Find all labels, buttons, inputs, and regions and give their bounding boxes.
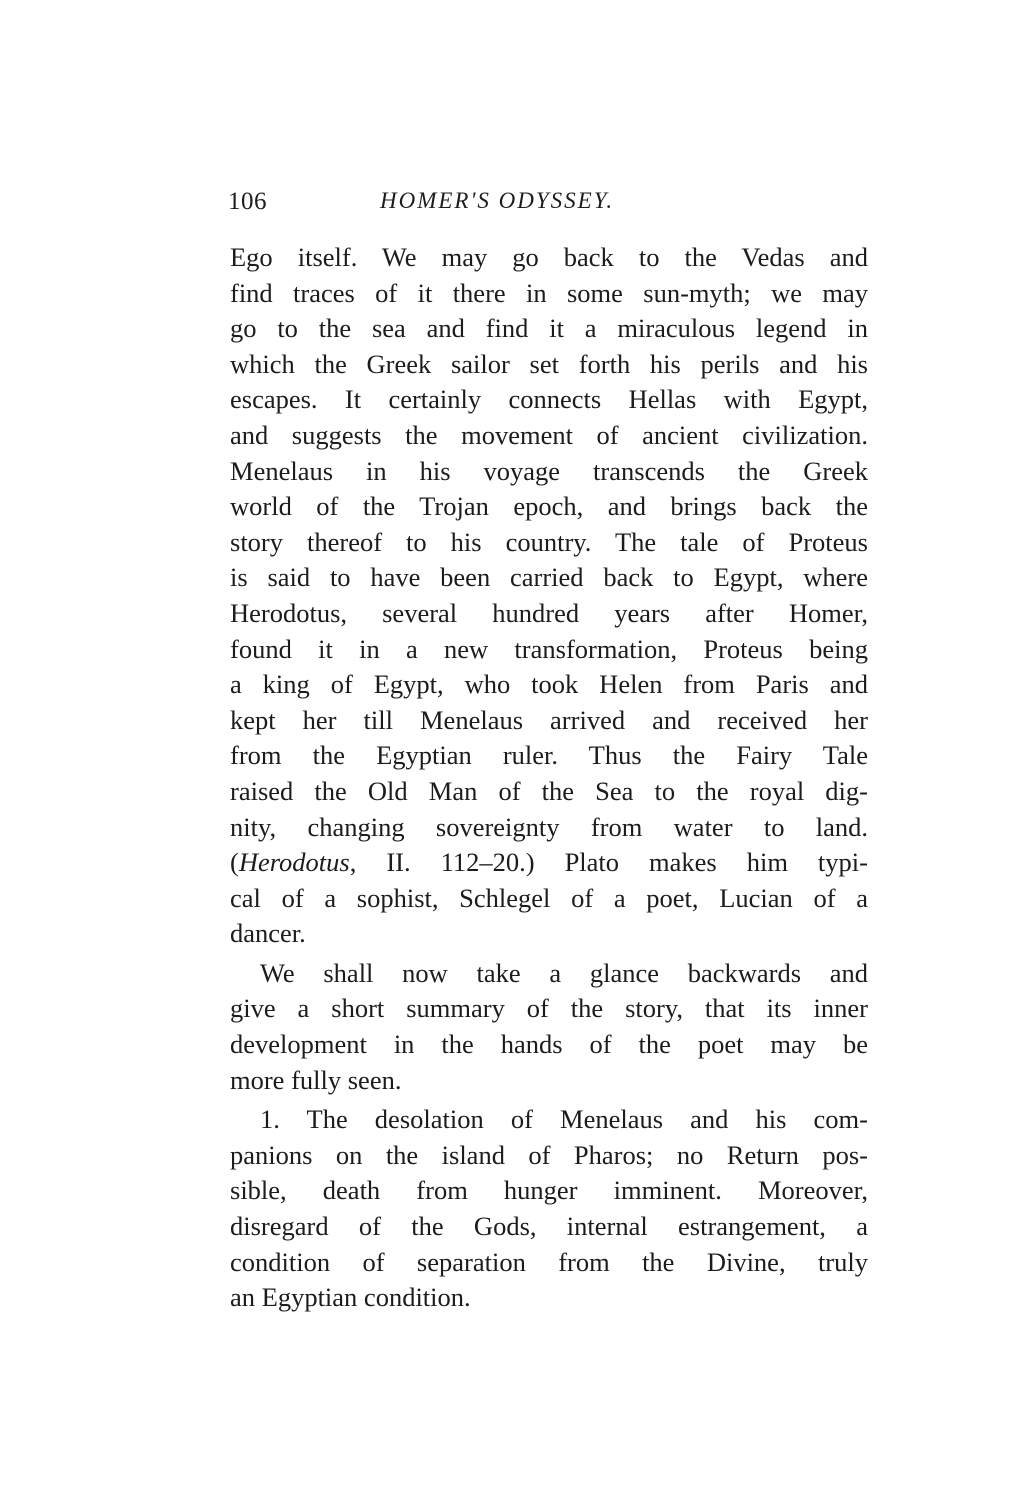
page-body	[230, 240, 868, 1316]
citation-open-paren: (	[230, 847, 239, 878]
text-line: world of the Trojan epoch, and brings back the	[230, 491, 868, 522]
text-line: cal of a sophist, Schlegel of a poet, Lucian of a	[230, 882, 868, 913]
page-header	[228, 188, 868, 222]
text-line: development in the hands of the poet may be	[230, 1029, 868, 1060]
text-line: We shall now take a glance backwards and	[260, 957, 868, 988]
text-line: nity, changing sovereignty from water to land.	[230, 811, 868, 842]
text-line: is said to have been carried back to Egypt, where	[230, 562, 868, 593]
text-line: find traces of it there in some sun-myth; we may	[230, 277, 868, 308]
text-line: escapes. It certainly connects Hellas with Egypt,	[230, 384, 868, 415]
text-line: panions on the island of Pharos; no Return pos-	[230, 1139, 868, 1170]
text-line: Menelaus in his voyage transcends the Greek	[230, 455, 868, 486]
paragraph-2	[230, 956, 868, 1098]
text-line: an Egyptian condition.	[230, 1282, 471, 1313]
text-line: sible, death from hunger imminent. Moreover,	[230, 1175, 868, 1206]
text-line: a king of Egypt, who took Helen from Paris and	[230, 669, 868, 700]
text-line: kept her till Menelaus arrived and received her	[230, 704, 868, 735]
text-line: go to the sea and find it a miraculous legend in	[230, 313, 868, 344]
text-line: more fully seen.	[230, 1064, 402, 1095]
text-line: and suggests the movement of ancient civilization.	[230, 419, 868, 450]
text-line: from the Egyptian ruler. Thus the Fairy Tale	[230, 740, 868, 771]
text-line: 1. The desolation of Menelaus and his com-	[260, 1104, 868, 1135]
text-line: condition of separation from the Divine, truly	[230, 1246, 868, 1277]
text-line: found it in a new transformation, Proteus being	[230, 633, 868, 664]
citation-line	[230, 845, 868, 881]
citation-reference: Herodotus	[238, 847, 350, 878]
paragraph-1	[230, 240, 868, 952]
text-line: Ego itself. We may go back to the Vedas and	[230, 242, 868, 272]
paragraph-3	[230, 1102, 868, 1316]
text-line: raised the Old Man of the Sea to the royal dig-	[230, 775, 868, 806]
text-line: dancer.	[230, 918, 306, 949]
text-line: give a short summary of the story, that its inner	[230, 993, 868, 1024]
text-line: story thereof to his country. The tale of Proteus	[230, 526, 868, 557]
text-line: disregard of the Gods, internal estrangement, a	[230, 1211, 868, 1242]
citation-rest: , II. 112–20.) Plato makes him typi-	[349, 847, 868, 878]
running-title: HOMER'S ODYSSEY.	[380, 188, 615, 213]
text-line: which the Greek sailor set forth his perils and his	[230, 348, 868, 379]
text-line: Herodotus, several hundred years after Homer,	[230, 597, 868, 628]
page-number: 106	[228, 188, 267, 215]
